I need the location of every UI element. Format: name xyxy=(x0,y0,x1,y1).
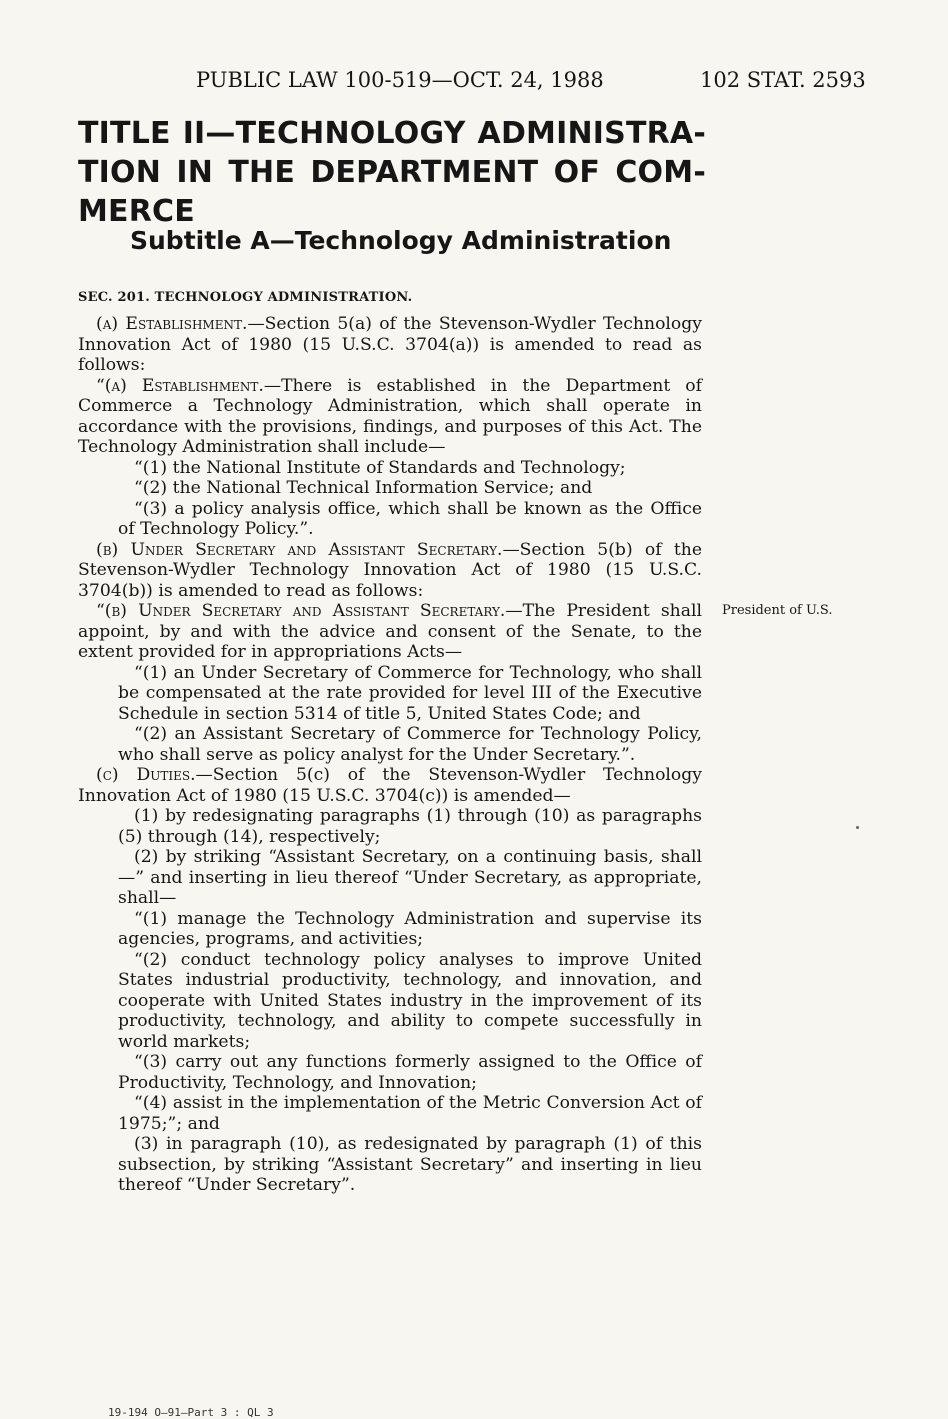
section-body xyxy=(78,314,702,1196)
paragraph-c-2-3: “(3) carry out any functions formerly assigned to the Office of Productivity, Technology, and Innovation; xyxy=(118,1052,702,1093)
paragraph-text: —Section 5(c) of the Stevenson-Wydler Technology Innovation Act of 1980 (15 U.S.C. 3704(c)) is amended— xyxy=(78,765,702,806)
paragraph-c-1: (1) by redesignating paragraphs (1) through (10) as paragraphs (5) through (14), respectively; xyxy=(118,806,702,847)
paragraph-c xyxy=(78,765,702,806)
title-line-3: MERCE xyxy=(78,194,195,229)
paragraph-a xyxy=(78,314,702,376)
section-heading: SEC. 201. TECHNOLOGY ADMINISTRATION. xyxy=(78,290,413,305)
title-word: IN xyxy=(176,155,214,190)
paragraph-b xyxy=(78,540,702,602)
paragraph-a-3: “(3) a policy analysis office, which shall be known as the Office of Technology Policy.”. xyxy=(118,498,702,539)
paragraph-heading: (a) Establishment. xyxy=(96,314,248,334)
paragraph-c-2-1: “(1) manage the Technology Administration and supervise its agencies, programs, and activities; xyxy=(118,908,702,949)
title-line-1 xyxy=(78,114,706,153)
paragraph-b-quoted xyxy=(78,601,702,663)
running-header-page: 102 STAT. 2593 xyxy=(700,68,866,92)
paragraph-b-2: “(2) an Assistant Secretary of Commerce for Technology Policy, who shall serve as policy analyst for the Under Secretary.”. xyxy=(118,724,702,765)
paragraph-c-2-4: “(4) assist in the implementation of the Metric Conversion Act of 1975;”; and xyxy=(118,1093,702,1134)
title-word: TION xyxy=(78,155,162,190)
title-word: II—TECHNOLOGY xyxy=(182,116,466,151)
paragraph-a-quoted xyxy=(78,376,702,458)
paragraph-heading: “(a) Establishment. xyxy=(96,375,264,396)
paragraph-a-2: “(2) the National Technical Information Service; and xyxy=(134,478,593,498)
paragraph-text: —The President shall appoint, by and with the advice and consent of the Senate, to the extent provided for in appropriations Acts— xyxy=(78,601,702,662)
title-heading xyxy=(78,114,706,231)
title-word: OF xyxy=(553,155,601,190)
title-word: COM- xyxy=(615,155,706,190)
title-word: DEPARTMENT xyxy=(310,155,539,190)
paragraph-c-3: (3) in paragraph (10), as redesignated by paragraph (1) of this subsection, by striking “Assistant Secretary” and inserting in lieu thereof “Under Secretary”. xyxy=(118,1134,702,1195)
margin-note: President of U.S. xyxy=(722,603,833,618)
running-header-citation: PUBLIC LAW 100-519—OCT. 24, 1988 xyxy=(196,68,604,92)
title-word: TITLE xyxy=(78,116,171,151)
paragraph-b-1: “(1) an Under Secretary of Commerce for Technology, who shall be compensated at the rate provided for level III of the Executive Schedule in section 5314 of title 5, United States Code; and xyxy=(118,662,702,724)
subtitle-heading: Subtitle A—Technology Administration xyxy=(130,226,672,255)
paragraph-c-2-2: “(2) conduct technology policy analyses to improve United States industrial productivity, technology, and innovation, and cooperate with United States industry in the improvement of its productivity, technology, and ability to compete successfully in world markets; xyxy=(118,949,702,1052)
paragraph-text: —Section 5(b) of the Stevenson-Wydler Technology Innovation Act of 1980 (15 U.S.C. 3704(b)) is amended to read as follows: xyxy=(78,539,702,601)
paragraph-heading: (b) Under Secretary and Assistant Secretary. xyxy=(96,539,503,560)
paragraph-c-2: (2) by striking “Assistant Secretary, on a continuing basis, shall—” and inserting in lieu thereof “Under Secretary, as appropriate, shall— xyxy=(118,847,702,908)
paragraph-a-1: “(1) the National Institute of Standards and Technology; xyxy=(134,457,626,478)
paragraph-heading: (c) Duties. xyxy=(96,765,196,785)
paragraph-text: —Section 5(a) of the Stevenson-Wydler Technology Innovation Act of 1980 (15 U.S.C. 3704(a)) is amended to read as follows: xyxy=(78,314,702,375)
title-word: ADMINISTRA- xyxy=(477,116,706,151)
margin-mark xyxy=(856,826,859,829)
print-footer: 19-194 O—91—Part 3 : QL 3 xyxy=(108,1406,274,1419)
paragraph-text: —There is established in the Department of Commerce a Technology Administration, which shall operate in accordance with the provisions, findings, and purposes of this Act. The Technology Administration shall include— xyxy=(78,375,702,457)
title-word: THE xyxy=(228,155,296,190)
title-line-2 xyxy=(78,153,706,192)
paragraph-heading: “(b) Under Secretary and Assistant Secretary. xyxy=(96,601,506,621)
